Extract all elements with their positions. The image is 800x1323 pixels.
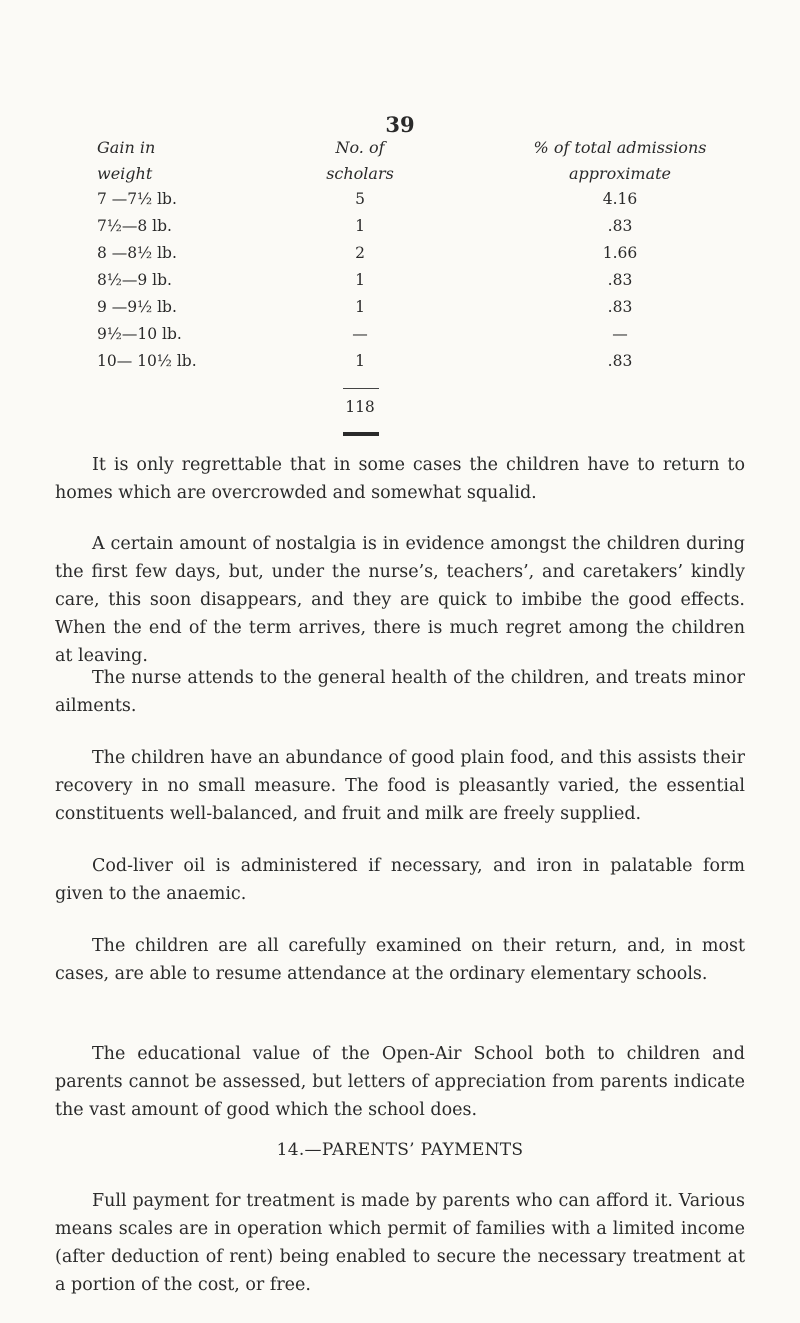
page-number: 39 <box>385 112 415 137</box>
gain-cell: 7½—8 lb. <box>97 217 172 235</box>
gain-cell: 9½—10 lb. <box>97 325 182 343</box>
percent-cell: .83 <box>607 352 633 370</box>
header-percent-line2: approximate <box>568 164 672 183</box>
scholars-cell: 2 <box>355 244 365 262</box>
paragraph: The educational value of the Open-Air School both to children and parents cannot be assessed, but letters of appreciation from parents indicate the vast amount of good which the school does. <box>55 1044 745 1120</box>
section-heading: 14.—PARENTS’ PAYMENTS <box>276 1140 524 1160</box>
percent-cell: .83 <box>607 298 633 316</box>
percent-cell: .83 <box>607 271 633 289</box>
scholars-cell: 1 <box>355 298 365 316</box>
paragraph: It is only regrettable that in some cases the children have to return to homes which are overcrowded and somewhat squalid. <box>55 455 745 503</box>
gain-cell: 8 —8½ lb. <box>97 244 177 262</box>
scholars-cell: 5 <box>355 190 365 208</box>
paragraph: A certain amount of nostalgia is in evidence amongst the children during the first few days, but, under the nurse’s, teachers’, and caretakers’ kindly care, this soon disappears, and they are quick to imbibe the good effects. When the end of the term arrives, there is much regret among the children at leaving. <box>55 534 745 666</box>
gain-cell: 9 —9½ lb. <box>97 298 177 316</box>
percent-cell: 1.66 <box>602 244 638 262</box>
paragraph: Cod-liver oil is administered if necessary, and iron in palatable form given to the anaemic. <box>55 856 745 904</box>
gain-cell: 8½—9 lb. <box>97 271 172 289</box>
paragraph: The children are all carefully examined on their return, and, in most cases, are able to resume attendance at the ordinary elementary schools. <box>55 936 745 984</box>
scholars-cell: 1 <box>355 352 365 370</box>
paragraph: The children have an abundance of good plain food, and this assists their recovery in no small measure. The food is pleasantly varied, the essential constituents well-balanced, and fruit and milk are freely supplied. <box>55 748 745 824</box>
scholars-cell: 1 <box>355 217 365 235</box>
gain-cell: 10— 10½ lb. <box>97 352 197 370</box>
section-paragraph: Full payment for treatment is made by parents who can afford it. Various means scales are in operation which permit of families with a limited income (after deduction of rent) being enabled to secure the necessary treatment at a portion of the cost, or free. <box>55 1191 745 1295</box>
total-scholars: 118 <box>345 398 375 416</box>
total-rule <box>343 388 379 389</box>
paragraph: The nurse attends to the general health of the children, and treats minor ailments. <box>55 668 745 716</box>
percent-cell: — <box>612 325 628 343</box>
header-gain-line2: weight <box>97 164 153 183</box>
percent-cell: .83 <box>607 217 633 235</box>
header-scholars-line1: No. of <box>335 138 385 157</box>
percent-cell: 4.16 <box>602 190 638 208</box>
gain-cell: 7 —7½ lb. <box>97 190 177 208</box>
total-bar <box>343 432 379 436</box>
header-scholars-line2: scholars <box>326 164 394 183</box>
scholars-cell: 1 <box>355 271 365 289</box>
scholars-cell: — <box>352 325 368 343</box>
header-gain-line1: Gain in <box>97 138 156 157</box>
header-percent-line1: % of total admissions <box>533 138 707 157</box>
